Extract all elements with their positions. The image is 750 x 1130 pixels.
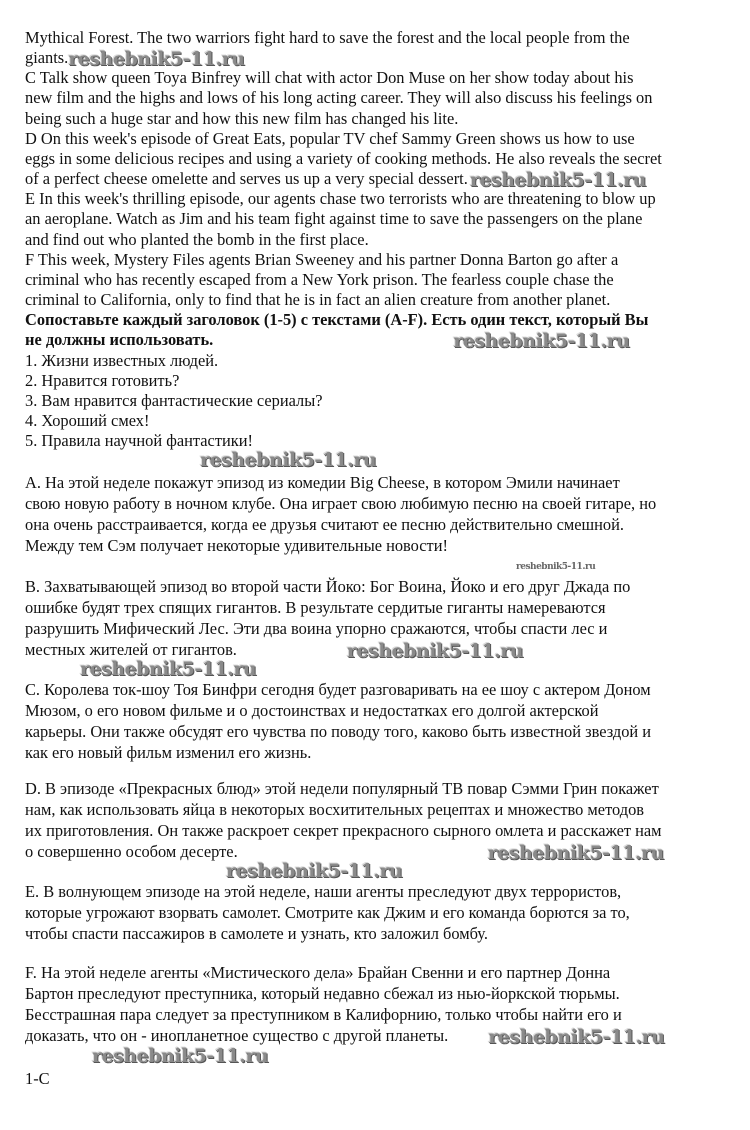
text-line: Бесстрашная пара следует за преступником в Калифорнию, только чтобы найти его и <box>25 1005 622 1024</box>
text-line: F This week, Mystery Files agents Brian Sweeney and his partner Donna Barton go after a <box>25 249 619 269</box>
text-line: of a perfect cheese omelette and serves us up a very special dessert. <box>25 169 468 189</box>
text-line: and find out who planted the bomb in the first place. <box>25 229 369 249</box>
answer-text: 1-C <box>25 1069 50 1088</box>
document-body <box>25 28 735 451</box>
text-line: eggs in some delicious recipes and using a variety of cooking methods. He also reveals the secret <box>25 148 662 168</box>
text-line: being such a huge star and how this new film has changed his lite. <box>25 108 459 128</box>
text-line: как его новый фильм изменил его жизнь. <box>25 743 312 762</box>
watermark: reshebnik5-11.ru <box>80 658 257 680</box>
text-line: ошибке будят трех спящих гигантов. В результате сердитые гиганты намереваются <box>25 598 606 617</box>
text-line: доказать, что он - инопланетное существо с другой планеты. <box>25 1026 449 1045</box>
text-line: карьеры. Они также обсудят его чувства по поводу того, каково быть известной звездой и <box>25 722 652 741</box>
translation-c <box>25 679 735 763</box>
task-instruction: Сопоставьте каждый заголовок (1-5) с текстами (A-F). Есть один текст, который Вы <box>25 310 649 330</box>
heading-item: 5. Правила научной фантастики! <box>25 431 253 451</box>
translation-d <box>25 778 735 862</box>
text-line: местных жителей от гигантов. <box>25 640 237 659</box>
text-line: Мюзом, о его новом фильме и о достоинствах и недостатках его долгой актерской <box>25 701 599 720</box>
translation-a <box>25 472 735 556</box>
watermark: reshebnik5-11.ru <box>92 1045 269 1067</box>
text-line: нам, как использовать яйца в некоторых восхитительных рецептах и множество методов <box>25 800 645 819</box>
task-instruction: не должны использовать. <box>25 330 214 350</box>
text-line: Между тем Сэм получает некоторые удивительные новости! <box>25 536 448 555</box>
watermark: reshebnik5-11.ru <box>200 449 377 471</box>
text-line: F. На этой неделе агенты «Мистического дела» Брайан Свенни и его партнер Донна <box>25 963 611 982</box>
text-line: E. В волнующем эпизоде на этой неделе, наши агенты преследуют двух террористов, <box>25 882 622 901</box>
text-line: разрушить Мифический Лес. Эти два воина упорно сражаются, чтобы спасти лес и <box>25 619 608 638</box>
watermark: reshebnik5-11.ru <box>453 330 630 353</box>
text-line: чтобы спасти пассажиров в самолете и узнать, кто заложил бомбу. <box>25 924 488 943</box>
text-line: D On this week's episode of Great Eats, popular TV chef Sammy Green shows us how to use <box>25 128 635 148</box>
text-line: criminal to California, only to find that he is in fact an alien creature from another planet. <box>25 290 611 310</box>
heading-item: 4. Хороший смех! <box>25 410 150 430</box>
watermark: reshebnik5-11.ru <box>346 640 524 662</box>
text-line: C Talk show queen Toya Binfrey will chat with actor Don Muse on her show today about his <box>25 68 634 88</box>
text-line: an aeroplane. Watch as Jim and his team fight against time to save the passengers on the plane <box>25 209 643 229</box>
text-line: Бартон преследуют преступника, который недавно сбежал из нью-йоркской тюрьмы. <box>25 984 620 1003</box>
watermark: reshebnik5-11.ru <box>469 169 646 192</box>
watermark: reshebnik5-11.ru <box>516 562 596 572</box>
text-line: она очень расстраивается, когда ее друзья считают ее песню действительно смешной. <box>25 515 624 534</box>
text-line: А. На этой неделе покажут эпизод из комедии Big Cheese, в котором Эмили начинает <box>25 473 620 492</box>
text-line: giants. <box>25 48 69 68</box>
heading-item: 3. Вам нравится фантастические сериалы? <box>25 390 323 410</box>
text-line: Mythical Forest. The two warriors fight hard to save the forest and the local people from the <box>25 28 630 47</box>
text-line: которые угрожают взорвать самолет. Смотрите как Джим и его команда борются за то, <box>25 903 630 922</box>
text-line: свою новую работу в ночном клубе. Она играет свою любимую песню на своей гитаре, но <box>25 494 657 513</box>
translation-e <box>25 881 735 944</box>
text-line: criminal who has recently escaped from a New York prison. The fearless couple chase the <box>25 269 614 289</box>
answer <box>25 1068 735 1089</box>
translation-b <box>25 576 735 660</box>
watermark: reshebnik5-11.ru <box>68 48 245 71</box>
translation-f <box>25 962 735 1046</box>
text-line: C. Королева ток-шоу Тоя Бинфри сегодня будет разговаривать на ее шоу с актером Доном <box>25 680 651 699</box>
text-line: о совершенно особом десерте. <box>25 842 238 861</box>
text-line: new film and the highs and lows of his long acting career. They will also discuss his feelings on <box>25 88 653 108</box>
text-line: E In this week's thrilling episode, our agents chase two terrorists who are threatening to blow up <box>25 189 656 209</box>
heading-item: 2. Нравится готовить? <box>25 370 180 390</box>
text-line: D. В эпизоде «Прекрасных блюд» этой недели популярный ТВ повар Сэмми Грин покажет <box>25 779 659 798</box>
text-line: их приготовления. Он также раскроет секрет прекрасного сырного омлета и расскажет нам <box>25 821 662 840</box>
text-line: B. Захватывающей эпизод во второй части Йоко: Бог Воина, Йоко и его друг Джада по <box>25 577 631 596</box>
watermark: reshebnik5-11.ru <box>488 1026 665 1048</box>
watermark: reshebnik5-11.ru <box>226 860 403 882</box>
heading-item: 1. Жизни известных людей. <box>25 350 219 370</box>
watermark: reshebnik5-11.ru <box>487 842 664 864</box>
